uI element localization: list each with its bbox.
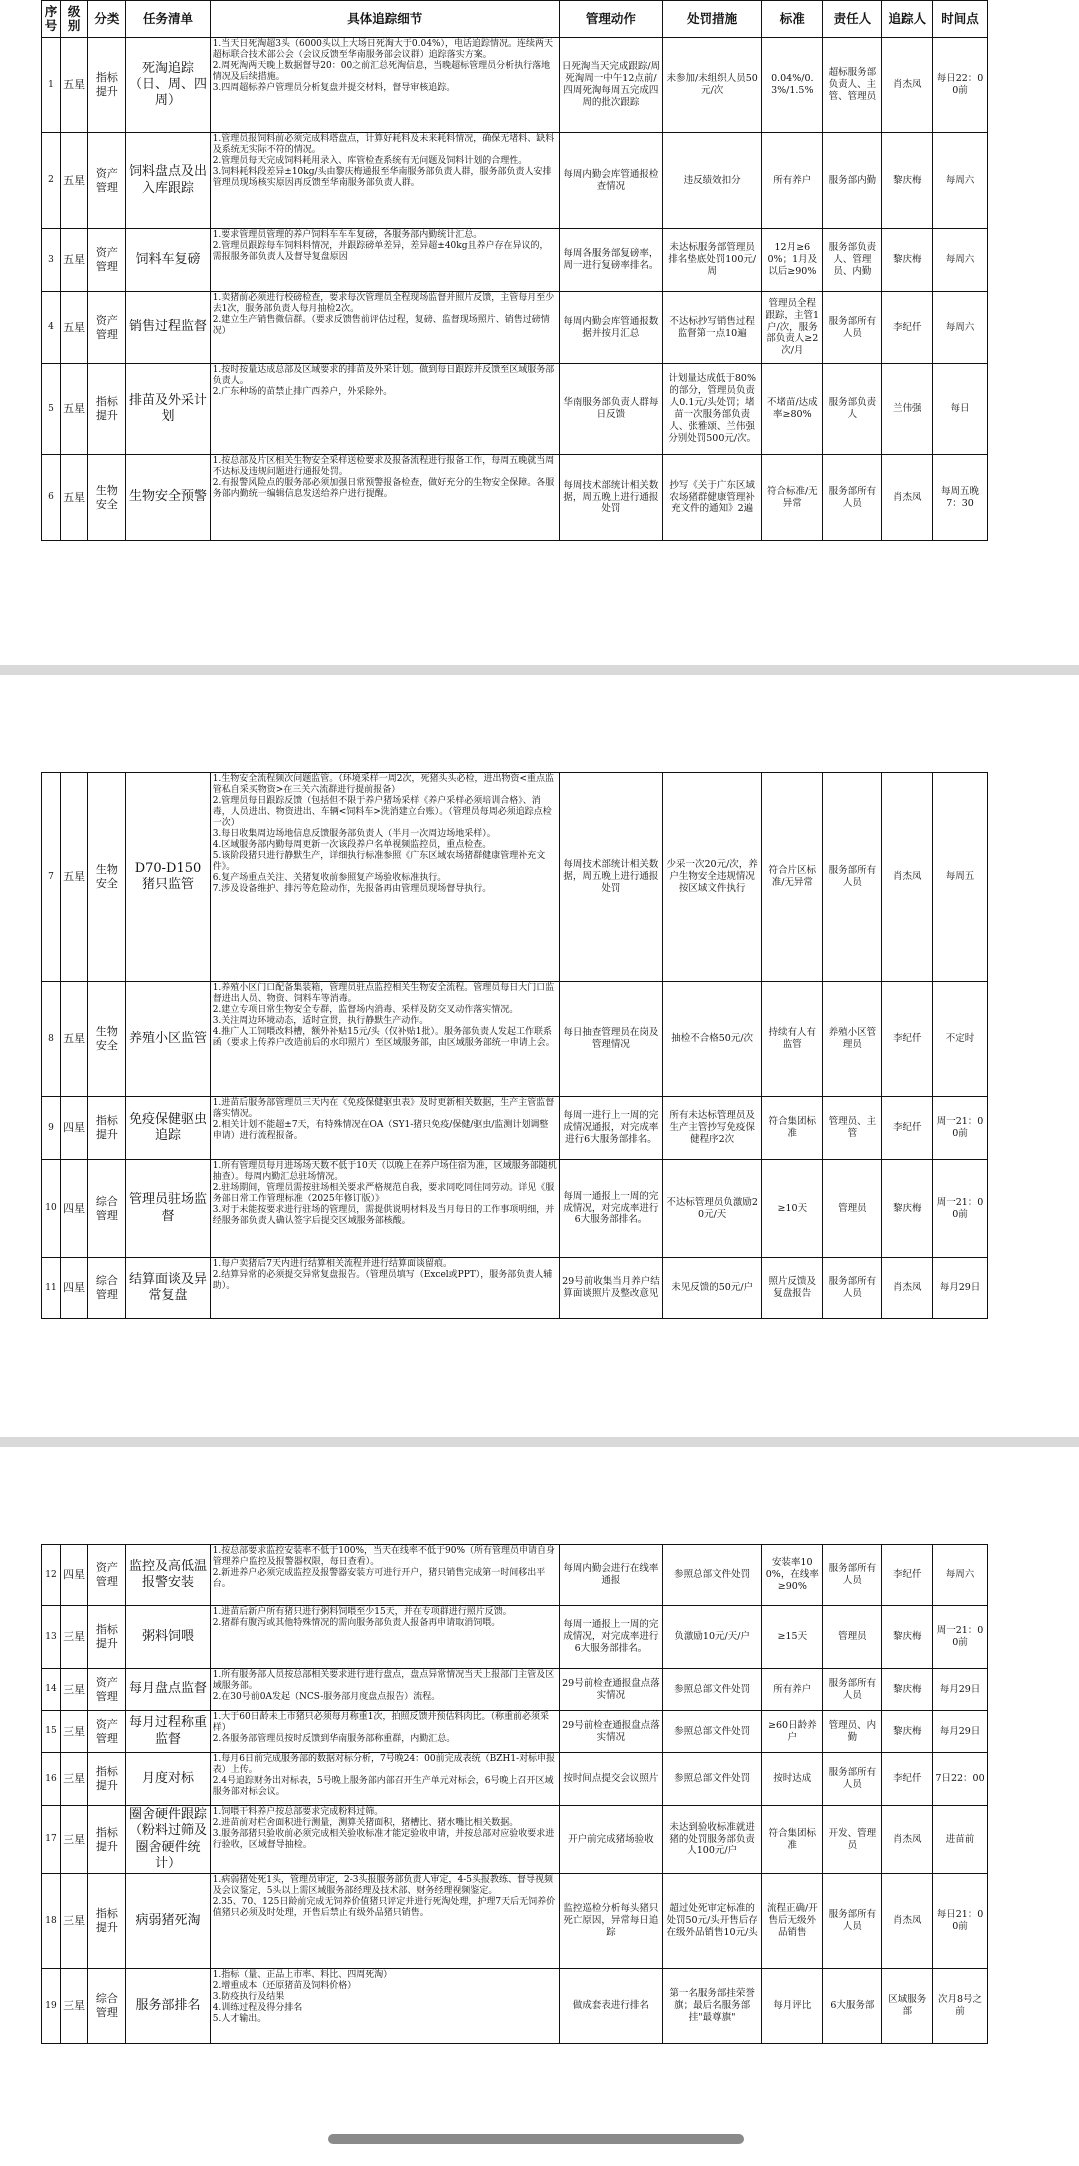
row-owner: 服务部所有人员 xyxy=(823,1258,882,1319)
row-task-name: 服务部排名 xyxy=(126,1969,210,2044)
row-detail: 1.每月6日前完成服务部的数据对标分析，7号晚24：00前完成表统（BZH1-对标申报表）上传。 2.4号追踪财务出对标表，5号晚上服务部内部召开生产单元对标会，6号晚上召开区域服务部对标会议。 xyxy=(210,1753,559,1806)
row-index: 7 xyxy=(42,773,61,982)
row-tracker: 区域服务部 xyxy=(882,1969,933,2044)
row-level: 五星 xyxy=(60,455,87,541)
row-tracker: 肖杰凤 xyxy=(882,1806,933,1874)
row-detail: 1.饲喂干料养户按总部要求完成粉料过筛。 2.进苗前对栏舍面积进行测量，测算关猪面积，猪槽比、猪水嘴比相关数据。 3.服务部猪只验收前必须完成相关验收标准才能定验收申请，并按总部对应验收要求进行验收，区域督导抽检。 xyxy=(210,1806,559,1874)
row-task-name: 养殖小区监管 xyxy=(126,982,210,1097)
row-standard: 流程正确/开售后无级外品销售 xyxy=(762,1874,823,1969)
row-owner: 服务部所有人员 xyxy=(823,1753,882,1806)
row-level: 四星 xyxy=(60,1160,87,1258)
row-penalty: 参照总部文件处罚 xyxy=(663,1545,762,1606)
row-owner: 服务部所有人员 xyxy=(823,1874,882,1969)
table-row xyxy=(42,1097,988,1160)
col-header-standard: 标准 xyxy=(762,1,823,38)
row-penalty: 计划量达成低于80%的部分，管理员负责人0.1元/头处罚；堵苗一次服务部负责人、张雅颂、兰伟强分别处罚500元/次。 xyxy=(663,364,762,455)
page-divider xyxy=(0,1437,1079,1447)
row-time: 周一21：00前 xyxy=(933,1097,988,1160)
row-standard: ≥10天 xyxy=(762,1160,823,1258)
row-tracker: 肖杰凤 xyxy=(882,1874,933,1969)
row-owner: 服务部内勤 xyxy=(823,133,882,229)
row-standard: 所有养户 xyxy=(762,1669,823,1711)
row-task-name: 饲料盘点及出入库跟踪 xyxy=(126,133,210,229)
row-index: 11 xyxy=(42,1258,61,1319)
row-detail: 1.所有服务部人员按总部相关要求进行进行盘点，盘点异常情况当天上报部门主管及区域服务部。 2.在30号前0A发起（NCS-服务部月度盘点报告）流程。 xyxy=(210,1669,559,1711)
row-action: 每周技术部统计相关数据，周五晚上进行通报处罚 xyxy=(559,455,662,541)
col-header-penalty: 处罚措施 xyxy=(663,1,762,38)
row-detail: 1.生物安全流程频次问题监管。（环境采样一周2次，死猪头头必检，进出物资<重点监管私自采买物资>在三关六流群进行提前报备） 2.管理员每日跟踪反馈（包括但不限于养户猪场采样《养户采样必须培训合格》、消毒，人员进出、物资进出、车辆<饲料车>洗消建立台账）。（管理员每周必须追踪点检一次） 3.每日收集周边场地信息反馈服务部负责人（半月一次周边场地采样）。 4.区域服务部内勤每周更新一次该段养户名单视频监控员，重点检查。 5.该阶段猪只进行静默生产，详细执行标准参照《广东区域农场猪群健康管理补充文件》。 6.复产场重点关注、关猪复收前参照复产场验收标准执行。 7.涉及设备维护、排污等危险动作，先报备再由管理员现场督导执行。 xyxy=(210,773,559,982)
row-penalty: 第一名服务部挂荣誉旗；最后名服务部挂"最尊旗" xyxy=(663,1969,762,2044)
row-level: 三星 xyxy=(60,1711,87,1753)
row-level: 五星 xyxy=(60,292,87,364)
row-action: 29号前检查通报盘点落实情况 xyxy=(559,1669,662,1711)
row-tracker: 李纪仟 xyxy=(882,1753,933,1806)
row-action: 做成套表进行排名 xyxy=(559,1969,662,2044)
row-detail: 1.卖猪前必须进行校磅检查，要求每次管理员全程现场监督并照片反馈，主管每月至少去1次，服务部负责人每月抽检2次。 2.建立生产销售微信群。（要求反馈售前评估过程，复磅、监督现场照片、销售过磅情况） xyxy=(210,292,559,364)
row-owner: 管理员、主管 xyxy=(823,1097,882,1160)
row-penalty: 违反绩效扣分 xyxy=(663,133,762,229)
row-time: 每周六 xyxy=(933,133,988,229)
row-category: 生物安全 xyxy=(88,982,126,1097)
row-tracker: 黎庆梅 xyxy=(882,1669,933,1711)
row-task-name: 监控及高低温报警安装 xyxy=(126,1545,210,1606)
row-tracker: 肖杰凤 xyxy=(882,455,933,541)
row-standard: ≥15天 xyxy=(762,1606,823,1669)
row-task-name: 管理员驻场监督 xyxy=(126,1160,210,1258)
row-level: 四星 xyxy=(60,1545,87,1606)
row-detail: 1.大于60日龄未上市猪只必须每月称重1次，拍照反馈并预估料肉比。（称重前必须采样） 2.各服务部管理员按时反馈到华南服务部称重群，内勤汇总。 xyxy=(210,1711,559,1753)
row-task-name: 圈舍硬件跟踪（粉料过筛及圈舍硬件统计） xyxy=(126,1806,210,1874)
row-index: 18 xyxy=(42,1874,61,1969)
row-level: 三星 xyxy=(60,1806,87,1874)
row-time: 每周六 xyxy=(933,292,988,364)
row-owner: 服务部负责人 xyxy=(823,364,882,455)
col-header-time: 时间点 xyxy=(933,1,988,38)
task-table-2 xyxy=(41,772,988,1319)
row-detail: 1.指标（量、正品上市率、料比、四周死淘） 2.增重成本（还原猪苗及饲料价格） 3.防疫执行及结果 4.训练过程及得分排名 5.人才输出。 xyxy=(210,1969,559,2044)
row-detail: 1.按总部及片区相关生物安全采样送检要求及报备流程进行报备工作，每周五晚就当周不达标及违规问题进行通报处罚。 2.有报警风险点的服务部必须加强日常预警报备检查，做好充分的生物安全保障。各服务部内勤统一编辑信息发送给养户进行提醒。 xyxy=(210,455,559,541)
row-owner: 服务部所有人员 xyxy=(823,773,882,982)
row-task-name: 饲料车复磅 xyxy=(126,229,210,292)
row-category: 综合管理 xyxy=(88,1258,126,1319)
row-detail: 1.每户卖猪后7天内进行结算相关流程并进行结算面谈留痕。 2.结算异常的必须提交异常复盘报告。（管理员填写（Excel或PPT），服务部负责人辅助）。 xyxy=(210,1258,559,1319)
row-penalty: 所有未达标管理员及生产主管抄写免疫保健程序2次 xyxy=(663,1097,762,1160)
row-penalty: 少采一次20元/次，养户生物安全违规情况按区域文件执行 xyxy=(663,773,762,982)
col-header-action: 管理动作 xyxy=(559,1,662,38)
row-time: 每周五 xyxy=(933,773,988,982)
row-index: 10 xyxy=(42,1160,61,1258)
row-time: 次月8号之前 xyxy=(933,1969,988,2044)
row-index: 4 xyxy=(42,292,61,364)
row-level: 五星 xyxy=(60,364,87,455)
row-category: 资产管理 xyxy=(88,229,126,292)
row-action: 每周内勤会库管通报数据并按月汇总 xyxy=(559,292,662,364)
row-category: 资产管理 xyxy=(88,1669,126,1711)
row-category: 指标提升 xyxy=(88,1874,126,1969)
row-task-name: D70-D150猪只监管 xyxy=(126,773,210,982)
row-standard: 每月评比 xyxy=(762,1969,823,2044)
row-tracker: 肖杰凤 xyxy=(882,1258,933,1319)
row-index: 1 xyxy=(42,38,61,133)
page-3 xyxy=(0,1447,1079,2166)
page-2 xyxy=(0,675,1079,1435)
col-header-category: 分类 xyxy=(88,1,126,38)
row-penalty: 抄写《关于广东区域农场猪群健康管理补充文件的通知》2遍 xyxy=(663,455,762,541)
row-index: 6 xyxy=(42,455,61,541)
task-table-3 xyxy=(41,1544,988,2044)
table-row xyxy=(42,982,988,1097)
row-standard: 按时达成 xyxy=(762,1753,823,1806)
row-action: 每周技术部统计相关数据，周五晚上进行通报处罚 xyxy=(559,773,662,982)
row-level: 三星 xyxy=(60,1753,87,1806)
row-task-name: 结算面谈及异常复盘 xyxy=(126,1258,210,1319)
row-standard: ≥60日龄养户 xyxy=(762,1711,823,1753)
row-owner: 6大服务部 xyxy=(823,1969,882,2044)
row-index: 5 xyxy=(42,364,61,455)
col-header-detail: 具体追踪细节 xyxy=(210,1,559,38)
table-row xyxy=(42,1969,988,2044)
row-detail: 1.按时按量达成总部及区域要求的排苗及外采计划。做到每日跟踪并反馈至区域服务部负责人。 2.广东种场的苗禁止排广西养户，外采除外。 xyxy=(210,364,559,455)
row-category: 资产管理 xyxy=(88,292,126,364)
row-index: 3 xyxy=(42,229,61,292)
row-task-name: 病弱猪死淘 xyxy=(126,1874,210,1969)
row-level: 五星 xyxy=(60,229,87,292)
row-standard: 持续有人有监管 xyxy=(762,982,823,1097)
row-standard: 符合片区标准/无异常 xyxy=(762,773,823,982)
table-row xyxy=(42,1669,988,1711)
row-tracker: 李纪仟 xyxy=(882,1545,933,1606)
row-penalty: 未达标服务部管理员排名垫底处罚100元/周 xyxy=(663,229,762,292)
row-tracker: 兰伟强 xyxy=(882,364,933,455)
row-owner: 超标服务部负责人、主管、管理员 xyxy=(823,38,882,133)
row-time: 每日22：00前 xyxy=(933,38,988,133)
row-time: 每月29日 xyxy=(933,1711,988,1753)
row-level: 五星 xyxy=(60,773,87,982)
row-task-name: 每月盘点监督 xyxy=(126,1669,210,1711)
row-penalty: 不达标管理员负激励20元/天 xyxy=(663,1160,762,1258)
table-row xyxy=(42,38,988,133)
row-action: 每周一通报上一周的完成情况，对完成率进行6大服务部排名。 xyxy=(559,1606,662,1669)
row-level: 三星 xyxy=(60,1969,87,2044)
row-category: 指标提升 xyxy=(88,1097,126,1160)
row-owner: 服务部所有人员 xyxy=(823,1545,882,1606)
col-header-tracker: 追踪人 xyxy=(882,1,933,38)
row-owner: 管理员、内勤 xyxy=(823,1711,882,1753)
row-time: 周一21：00前 xyxy=(933,1160,988,1258)
row-tracker: 黎庆梅 xyxy=(882,1711,933,1753)
row-owner: 服务部所有人员 xyxy=(823,292,882,364)
row-penalty: 不达标抄写销售过程监督第一点10遍 xyxy=(663,292,762,364)
row-detail: 1.进苗后新户所有猪只进行粥料饲喂至少15天，并在专项群进行照片反馈。 2.猪群有腹泻或其他特殊情况的需向服务部负责人报备再申请取消饲喂。 xyxy=(210,1606,559,1669)
row-time: 不定时 xyxy=(933,982,988,1097)
row-category: 指标提升 xyxy=(88,38,126,133)
row-standard: 符合标准/无异常 xyxy=(762,455,823,541)
row-action: 按时间点提交会议照片 xyxy=(559,1753,662,1806)
row-index: 9 xyxy=(42,1097,61,1160)
row-category: 资产管理 xyxy=(88,1545,126,1606)
row-penalty: 抽检不合格50元/次 xyxy=(663,982,762,1097)
row-detail: 1.管理员报饲料前必须完成料塔盘点，计算好耗料及未来耗料情况，确保无堵料、缺料及系统无实际不符的情况。 2.管理员每天完成饲料耗用录入、库管检查系统有无问题及饲料计划的合理性。 3.饲料耗料段差异±10kg/头由黎庆梅通报至华南服务部负责人群，服务部负责人安排管理员现场核实原因再反馈至华南服务部负责人群。 xyxy=(210,133,559,229)
row-penalty: 未达到验收标准就进猪的处罚服务部负责人100元/户 xyxy=(663,1806,762,1874)
row-tracker: 黎庆梅 xyxy=(882,1160,933,1258)
row-time: 周一21：00前 xyxy=(933,1606,988,1669)
row-owner: 服务部所有人员 xyxy=(823,455,882,541)
row-action: 29号前收集当月养户结算面谈照片及整改意见 xyxy=(559,1258,662,1319)
row-owner: 管理员 xyxy=(823,1606,882,1669)
col-header-owner: 责任人 xyxy=(823,1,882,38)
row-standard: 安装率100%，在线率≥90% xyxy=(762,1545,823,1606)
row-action: 开户前完成猪场验收 xyxy=(559,1806,662,1874)
row-time: 每周五晚7：30 xyxy=(933,455,988,541)
row-index: 15 xyxy=(42,1711,61,1753)
horizontal-scrollbar[interactable] xyxy=(328,2134,744,2144)
row-category: 指标提升 xyxy=(88,1606,126,1669)
row-index: 16 xyxy=(42,1753,61,1806)
row-index: 12 xyxy=(42,1545,61,1606)
row-task-name: 每月过程称重监督 xyxy=(126,1711,210,1753)
row-category: 综合管理 xyxy=(88,1969,126,2044)
row-action: 每周一进行上一周的完成情况通报，对完成率进行6大服务部排名。 xyxy=(559,1097,662,1160)
table-row xyxy=(42,364,988,455)
row-time: 每日21：00前 xyxy=(933,1874,988,1969)
row-tracker: 李纪仟 xyxy=(882,982,933,1097)
row-task-name: 排苗及外采计划 xyxy=(126,364,210,455)
row-action: 每周内勤会进行在线率通报 xyxy=(559,1545,662,1606)
row-penalty: 超过处死审定标准的处罚50元/头开售后存在级外品销售10元/头 xyxy=(663,1874,762,1969)
row-tracker: 黎庆梅 xyxy=(882,133,933,229)
row-category: 资产管理 xyxy=(88,1711,126,1753)
task-table-1 xyxy=(41,0,988,541)
table-row xyxy=(42,133,988,229)
row-task-name: 销售过程监督 xyxy=(126,292,210,364)
row-penalty: 参照总部文件处罚 xyxy=(663,1669,762,1711)
row-detail: 1.所有管理员每月进场场天数不低于10天（以晚上在养户场住宿为准，区域服务部随机抽查）。每周内勤汇总驻场情况。 2.驻场期间，管理员需按驻场相关要求严格规范自我，要求同吃同住同劳动。详见《服务部日常工作管理标准（2025年修订版）》 3.对于未能按要求进行驻场的管理员，需提供说明材料及当月每日的工作事项明细，并经服务部负责人确认签字后提交区域服务部核酸。 xyxy=(210,1160,559,1258)
row-index: 13 xyxy=(42,1606,61,1669)
table-row xyxy=(42,1806,988,1874)
row-category: 指标提升 xyxy=(88,1806,126,1874)
table-row xyxy=(42,292,988,364)
row-action: 每周内勤会库管通报检查情况 xyxy=(559,133,662,229)
row-detail: 1.按总部要求监控安装率不低于100%，当天在线率不低于90%（所有管理员申请自身管理养户监控及报警器权限，每日查看）。 2.新进养户必须完成监控及报警器安装方可进行开户，猪只销售完成第一时间移出平台。 xyxy=(210,1545,559,1606)
row-detail: 1.养殖小区门口配备集装箱，管理员驻点监控相关生物安全流程。管理员每日大门口监督进出人员、物资、饲料车等消毒。 2.建立专项日常生物安全专群，监督场内消毒、采样及防交叉动作落实情况。 3.关注周边环境动态，适时宣贯，执行静默生产动作。 4.推广人工饲喂改料槽，额外补贴15元/头（仅补贴1批）。服务部负责人发起工作联系函（要求上传养户改造前后的水印照片）至区域服务部，由区域服务部统一申请上会。 xyxy=(210,982,559,1097)
table-row xyxy=(42,229,988,292)
table-row xyxy=(42,455,988,541)
row-tracker: 肖杰凤 xyxy=(882,38,933,133)
table-row xyxy=(42,1258,988,1319)
row-tracker: 肖杰凤 xyxy=(882,773,933,982)
row-standard: 符合集团标准 xyxy=(762,1806,823,1874)
col-header-index: 序号 xyxy=(42,1,61,38)
row-owner: 服务部所有人员 xyxy=(823,1669,882,1711)
page-1 xyxy=(0,0,1079,665)
row-standard: 管理员全程跟踪，主管1户/次，服务部负责人≥2次/月 xyxy=(762,292,823,364)
row-level: 五星 xyxy=(60,38,87,133)
row-task-name: 粥料饲喂 xyxy=(126,1606,210,1669)
table-header-row xyxy=(42,1,988,38)
row-detail: 1.当天日死淘超3头（6000头以上大场日死淘大于0.04%），电话追踪情况。连续两天超标联合技术部公会（会议反馈至华南服务部会议群）追踪落实方案。 2.周死淘两天晚上数据督导20：00之前汇总死淘信息，当晚超标管理员分析执行落地情况及后续措施。 3.四周超标养户管理员分析复盘并提交材料，督导审核追踪。 xyxy=(210,38,559,133)
row-standard: 12月≥60%；1月及以后≥90% xyxy=(762,229,823,292)
row-detail: 1.病弱猪处死1头，管理员审定，2-3头报服务部负责人审定，4-5头报教练、督导视频及会议鉴定，5头以上需区域服务部经理及技术部、财务经理视频鉴定。 2.35、70、125日龄前完成无饲养价值猪只评定并进行死淘处理，护理7天后无饲养价值猪只必须及时处理，开售后禁止有级外品猪只销售。 xyxy=(210,1874,559,1969)
row-detail: 1.要求管理员管理的养户饲料车车车复磅，各服务部内勤统计汇总。 2.管理员跟踪每车饲料料情况，并跟踪磅单差异，差异超±40kg且养户存在异议的，需报服务部负责人及督导复盘原因 xyxy=(210,229,559,292)
row-time: 每周六 xyxy=(933,229,988,292)
row-level: 三星 xyxy=(60,1874,87,1969)
col-header-level: 级别 xyxy=(60,1,87,38)
table-row xyxy=(42,1711,988,1753)
row-time: 每日 xyxy=(933,364,988,455)
row-index: 2 xyxy=(42,133,61,229)
row-level: 四星 xyxy=(60,1097,87,1160)
row-penalty: 参照总部文件处罚 xyxy=(663,1753,762,1806)
row-penalty: 未参加/未组织人员50元/次 xyxy=(663,38,762,133)
row-task-name: 免疫保健驱虫追踪 xyxy=(126,1097,210,1160)
row-penalty: 未见反馈的50元/户 xyxy=(663,1258,762,1319)
row-level: 五星 xyxy=(60,133,87,229)
row-task-name: 月度对标 xyxy=(126,1753,210,1806)
row-tracker: 李纪仟 xyxy=(882,1097,933,1160)
row-tracker: 李纪仟 xyxy=(882,292,933,364)
row-time: 进苗前 xyxy=(933,1806,988,1874)
row-penalty: 参照总部文件处罚 xyxy=(663,1711,762,1753)
table-row xyxy=(42,1874,988,1969)
row-owner: 服务部负责人、管理员、内勤 xyxy=(823,229,882,292)
row-category: 生物安全 xyxy=(88,455,126,541)
row-level: 四星 xyxy=(60,1258,87,1319)
row-owner: 管理员 xyxy=(823,1160,882,1258)
row-category: 指标提升 xyxy=(88,364,126,455)
row-time: 7日22：00 xyxy=(933,1753,988,1806)
row-category: 资产管理 xyxy=(88,133,126,229)
table-row xyxy=(42,1753,988,1806)
row-owner: 开发、管理员 xyxy=(823,1806,882,1874)
row-action: 监控巡检分析每头猪只死亡原因，异常每日追踪 xyxy=(559,1874,662,1969)
row-standard: 符合集团标准 xyxy=(762,1097,823,1160)
row-time: 每周六 xyxy=(933,1545,988,1606)
row-standard: 所有养户 xyxy=(762,133,823,229)
table-row xyxy=(42,1545,988,1606)
row-index: 19 xyxy=(42,1969,61,2044)
row-time: 每月29日 xyxy=(933,1669,988,1711)
row-task-name: 生物安全预警 xyxy=(126,455,210,541)
row-action: 每周一通报上一周的完成情况，对完成率进行6大服务部排名。 xyxy=(559,1160,662,1258)
row-time: 每月29日 xyxy=(933,1258,988,1319)
table-row xyxy=(42,1160,988,1258)
page-divider xyxy=(0,665,1079,675)
row-penalty: 负激励10元/天/户 xyxy=(663,1606,762,1669)
row-standard: 0.04%/0.3%/1.5% xyxy=(762,38,823,133)
row-index: 8 xyxy=(42,982,61,1097)
row-index: 14 xyxy=(42,1669,61,1711)
row-owner: 养殖小区管理员 xyxy=(823,982,882,1097)
row-tracker: 黎庆梅 xyxy=(882,1606,933,1669)
row-category: 生物安全 xyxy=(88,773,126,982)
row-index: 17 xyxy=(42,1806,61,1874)
table-row xyxy=(42,1606,988,1669)
row-detail: 1.进苗后服务部管理员三天内在《免疫保健驱虫表》及时更新相关数据，生产主管监督落实情况。 2.相关计划不能超±7天，有特殊情况在OA（SY1-猪只免疫/保健/驱虫/监测计划调整申请）进行流程报备。 xyxy=(210,1097,559,1160)
row-level: 三星 xyxy=(60,1606,87,1669)
row-standard: 不堵苗/达成率≥80% xyxy=(762,364,823,455)
row-tracker: 黎庆梅 xyxy=(882,229,933,292)
row-action: 29号前检查通报盘点落实情况 xyxy=(559,1711,662,1753)
row-category: 指标提升 xyxy=(88,1753,126,1806)
row-action: 日死淘当天完成跟踪/周死淘周一中午12点前/四周死淘每周五完成四周的批次跟踪 xyxy=(559,38,662,133)
row-level: 三星 xyxy=(60,1669,87,1711)
row-action: 每周各服务部复磅率，周一进行复磅率排名。 xyxy=(559,229,662,292)
row-level: 五星 xyxy=(60,982,87,1097)
row-standard: 照片反馈及复盘报告 xyxy=(762,1258,823,1319)
col-header-task: 任务清单 xyxy=(126,1,210,38)
row-action: 每日抽查管理员在岗及管理情况 xyxy=(559,982,662,1097)
row-action: 华南服务部负责人群每日反馈 xyxy=(559,364,662,455)
row-category: 综合管理 xyxy=(88,1160,126,1258)
table-row xyxy=(42,773,988,982)
row-task-name: 死淘追踪（日、周、四周） xyxy=(126,38,210,133)
